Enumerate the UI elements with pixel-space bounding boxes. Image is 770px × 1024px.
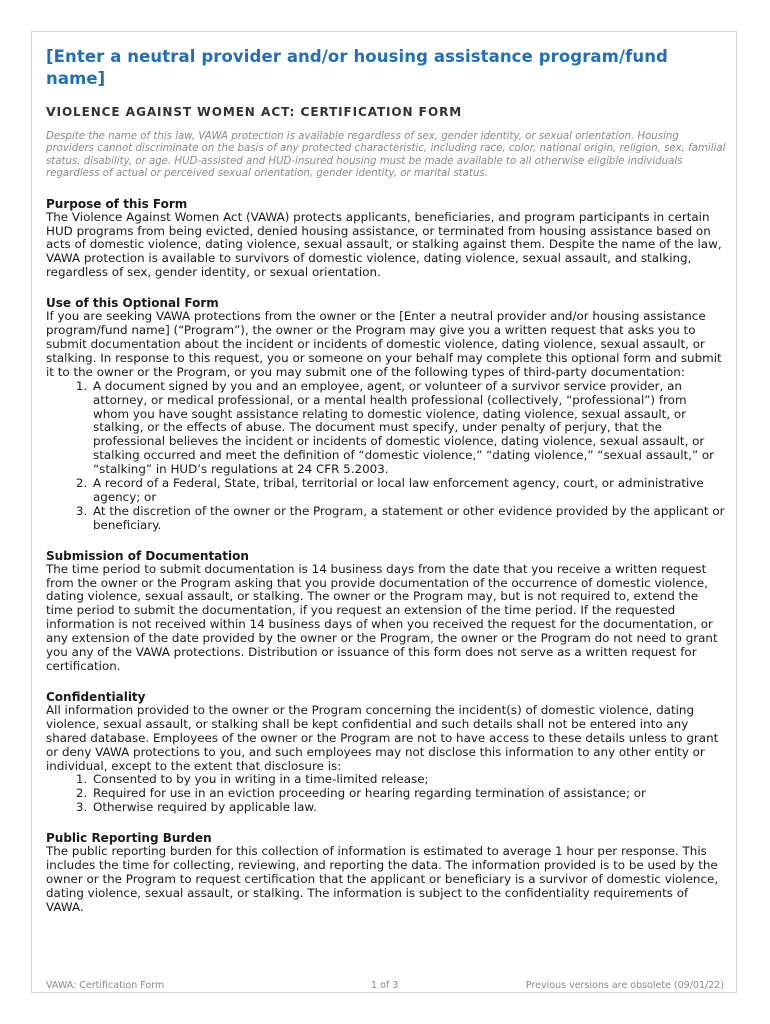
confidentiality-heading: Confidentiality	[46, 689, 146, 704]
list-item: 3. At the discretion of the owner or the Program, a statement or other evidence provided by the applicant or beneficiary.	[91, 505, 726, 533]
form-title: VIOLENCE AGAINST WOMEN ACT: CERTIFICATION FORM	[46, 104, 463, 119]
page-number: 1 of 3	[371, 980, 399, 991]
footer-form-name: VAWA: Certification Form	[46, 980, 165, 991]
list-item: 2. A record of a Federal, State, tribal, territorial or local law enforcement agency, court, or administrative agency; or	[91, 477, 726, 505]
program-name-placeholder: [Enter a neutral provider and/or housing assistance program/fund name]	[46, 47, 668, 88]
list-item: 3. Otherwise required by applicable law.	[91, 801, 726, 815]
optional-form-heading: Use of this Optional Form	[46, 296, 219, 311]
purpose-text: The Violence Against Women Act (VAWA) protects applicants, beneficiaries, and program participants in certain HUD programs from being evicted, denied housing assistance, or terminated from housing assistance based on acts of domestic violence, dating violence, sexual assault, or stalking against them. Despite the name of the law, VAWA protection is available to survivors of domestic violence, dating violence, sexual assault, and stalking, regardless of sex, gender identity, or sexual orientation.	[46, 209, 722, 280]
burden-heading: Public Reporting Burden	[46, 831, 212, 846]
optional-form-text: If you are seeking VAWA protections from the owner or the [Enter a neutral provider and/or housing assistance program/fund name] (“Program”), the owner or the Program may give you a written request that asks you to submit documentation about the incident or incidents of domestic violence, dating violence, sexual assault, or stalking. In response to this request, you or someone on your behalf may complete this optional form and submit it to the owner or the Program, or you may submit one of the following types of third-party documentation:	[46, 309, 722, 379]
page-content	[46, 46, 726, 915]
purpose-heading: Purpose of this Form	[46, 196, 188, 211]
submission-heading: Submission of Documentation	[46, 548, 249, 563]
footer-version-note: Previous versions are obsolete (09/01/22)	[525, 980, 724, 991]
confidentiality-text: All information provided to the owner or the Program concerning the incident(s) of domestic violence, dating violence, sexual assault, or stalking shall be kept confidential and such details shall not be entered into any shared database. Employees of the owner or the Program are not to have access to these details unless to grant or deny VAWA protections to you, and such employees may not disclose this information to any other entity or individual, except to the extent that disclosure is:	[46, 702, 719, 773]
disclosure-exceptions-list	[46, 773, 726, 815]
list-item: 1. A document signed by you and an employee, agent, or volunteer of a survivor service provider, an attorney, or medical professional, or a mental health professional (collectively, “professional”) from whom you have sought assistance relating to domestic violence, dating violence, sexual assault, or stalking, or the effects of abuse. The document must specify, under penalty of perjury, that the professional believes the incident or incidents of domestic violence, dating violence, sexual assault, or stalking occurred and meet the definition of “domestic violence,” “dating violence,” “sexual assault,” or “stalking” in HUD’s regulations at 24 CFR 5.2003.	[91, 380, 726, 477]
list-item: 2. Required for use in an eviction proceeding or hearing regarding termination of assistance; or	[91, 787, 726, 801]
disclaimer-text: Despite the name of this law, VAWA protection is available regardless of sex, gender identity, or sexual orientation. Housing providers cannot discriminate on the basis of any protected characteristic, including race, color, national origin, religion, sex, familial status, disability, or age. HUD-assisted and HUD-insured housing must be made available to all otherwise eligible individuals regardless of actual or perceived sexual orientation, gender identity, or marital status.	[46, 131, 726, 180]
document-page	[31, 31, 737, 993]
documentation-types-list	[46, 380, 726, 533]
submission-text: The time period to submit documentation is 14 business days from the date that you receive a written request from the owner or the Program asking that you provide documentation of the occurrence of domestic violence, dating violence, sexual assault, or stalking. The owner or the Program may, but is not required to, extend the time period to submit the documentation, if you request an extension of the time period. If the requested information is not received within 14 business days of when you received the request for the documentation, or any extension of the date provided by the owner or the Program, the owner or the Program do not need to grant you any of the VAWA protections. Distribution or issuance of this form does not serve as a written request for certification.	[46, 561, 718, 673]
list-item: 1. Consented to by you in writing in a time-limited release;	[91, 773, 726, 787]
burden-text: The public reporting burden for this collection of information is estimated to average 1 hour per response. This includes the time for collecting, reviewing, and reporting the data. The information provided is to be used by the owner or the Program to request certification that the applicant or beneficiary is a survivor of domestic violence, dating violence, sexual assault, or stalking. The information is subject to the confidentiality requirements of VAWA.	[46, 844, 719, 914]
